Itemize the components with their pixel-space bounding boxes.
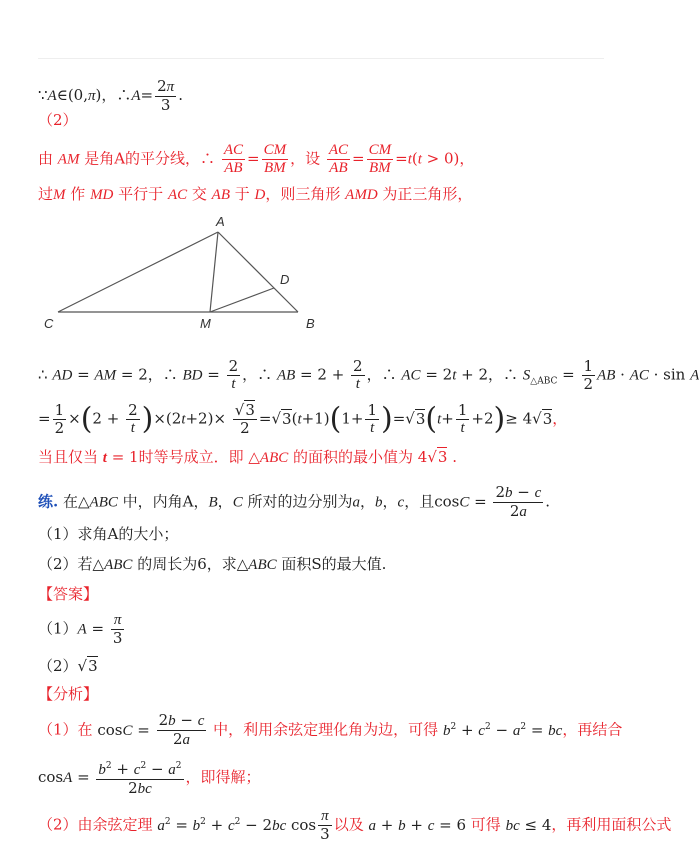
practice-tag: 练. (38, 492, 59, 511)
vertex-b-label: B (306, 316, 315, 331)
analysis-p2: cosA = $\frac{b^2 + c^2 - a^2}{2bc}$ ，即得解； (38, 760, 261, 797)
derivation-line3: 当且仅当 t = 1时等号成立．即 △ABC 的面积的最小值为 4√3 . (38, 448, 457, 466)
header-line-text: ∵A∈(0,π)，∴A= $\frac{2\pi}{3}$ . (38, 77, 183, 114)
segment-am (210, 232, 218, 312)
analysis-heading: 【分析】 (38, 685, 99, 703)
analysis-p1: （1）在 cosC = $\frac{2b - c}{2a}$ 中，利用余弦定理化角为边，可得 $b^2 + c^2 - a^2$ = bc，再结合 (38, 711, 623, 748)
part2-line1: 由 AM 是角A的平分线，∴ $\frac{AC}{AB}$ = $\frac{CM}{BM}$ ，设 $\frac{AC}{AB}$ = $\frac{CM}{BM}$ =t(t > 0)， (38, 142, 475, 176)
analysis-p3: （2）由余弦定理 $a^2 = b^2 + c^2 - 2bc$ cos $\frac{\pi}{3}$ 以及 a + b + c = 6 可得 bc ≤ 4，再利用面积公式 (38, 808, 672, 843)
point-d-label: D (280, 272, 290, 287)
triangle-figure (40, 212, 340, 337)
point-m-label: M (200, 316, 211, 331)
practice-q1: （1）求角A的大小； (38, 525, 179, 543)
vertex-c-label: C (44, 316, 54, 331)
vertex-a-label: A (216, 214, 225, 229)
derivation-line1: ∴ AD = AM = 2，∴ BD = $\frac{2}{t}$ ，∴ AB = 2 + $\frac{2}{t}$ ，∴ AC = 2t + 2，∴ $S_{\triangle ABC}$ = $\frac{1}{2}$ AB · AC · sin A (38, 357, 699, 393)
top-rule (38, 58, 604, 59)
segment-md (210, 288, 274, 312)
answer-2: （2）√3 (38, 657, 98, 675)
practice-q2: （2）若△ABC 的周长为6，求△ABC 面积S的最大值. (38, 555, 387, 573)
part2-label: （2） (38, 111, 78, 129)
answer-1: （1）A = $\frac{\pi}{3}$ (38, 612, 123, 647)
part2-line2: 过M 作 MD 平行于 AC 交 AB 于 D，则三角形 AMD 为正三角形， (38, 185, 473, 203)
header-line (38, 78, 622, 114)
practice-question: 练. 在△ABC 中，内角A，B，C 所对的边分别为a，b，c，且cosC = $\frac{2b - c}{2a}$ . (38, 483, 551, 520)
side-ca (58, 232, 218, 312)
derivation-line2: = $\frac{1}{2}$ ×(2 + $\frac{2}{t}$ )×(2t+2)× $\frac{√3}{2}$ =√3(t+1)(1+ $\frac{1}{t}$ )=√3(t+ $\frac{1}{t}$ +2)≥ 4√3， (38, 401, 568, 437)
answer-heading: 【答案】 (38, 585, 99, 603)
